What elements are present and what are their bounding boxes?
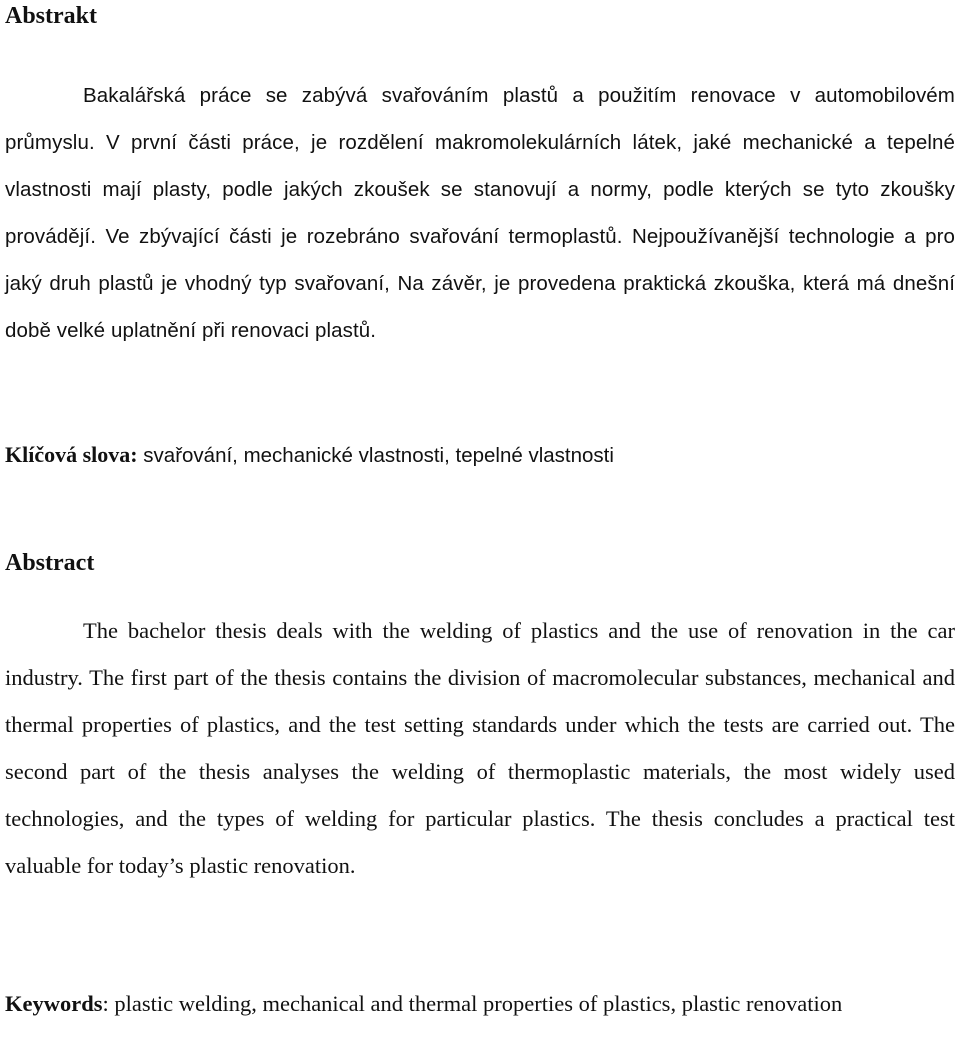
czech-abstract-text: Bakalářská práce se zabývá svařováním plastů a použitím renovace v automobilovém průmyslu. V první části práce, je rozdělení makromolekulárních látek, jaké mechanické a tepelné vlastnosti mají plasty, podle jakých zkoušek se stanovují a normy, podle kterých se tyto zkoušky provádějí. Ve zbývající části je rozebráno svařování termoplastů. Nejpoužívanější technologie a pro jaký druh plastů je vhodný typ svařovaní, Na závěr, je provedena praktická zkouška, která má dnešní době velké uplatnění při renovaci plastů.: [5, 84, 955, 342]
czech-abstract-heading: Abstrakt: [5, 3, 98, 29]
english-keywords-label: Keywords: [5, 991, 103, 1016]
czech-keywords-label: Klíčová slova:: [5, 442, 138, 467]
english-abstract-text: The bachelor thesis deals with the welding of plastics and the use of renovation in the car industry. The first part of the thesis contains the division of macromolecular substances, mechanical and thermal properties of plastics, and the test setting standards under which the tests are carried out. The second part of the thesis analyses the welding of thermoplastic materials, the most widely used technologies, and the types of welding for particular plastics. The thesis concludes a practical test valuable for today’s plastic renovation.: [5, 618, 955, 878]
english-abstract-heading: Abstract: [5, 550, 95, 576]
czech-keywords-text: svařování, mechanické vlastnosti, tepelné vlastnosti: [137, 444, 614, 467]
english-keywords: [5, 980, 955, 1027]
english-keywords-text: : plastic welding, mechanical and thermal properties of plastics, plastic renovation: [102, 991, 843, 1016]
czech-keywords: [5, 431, 955, 479]
